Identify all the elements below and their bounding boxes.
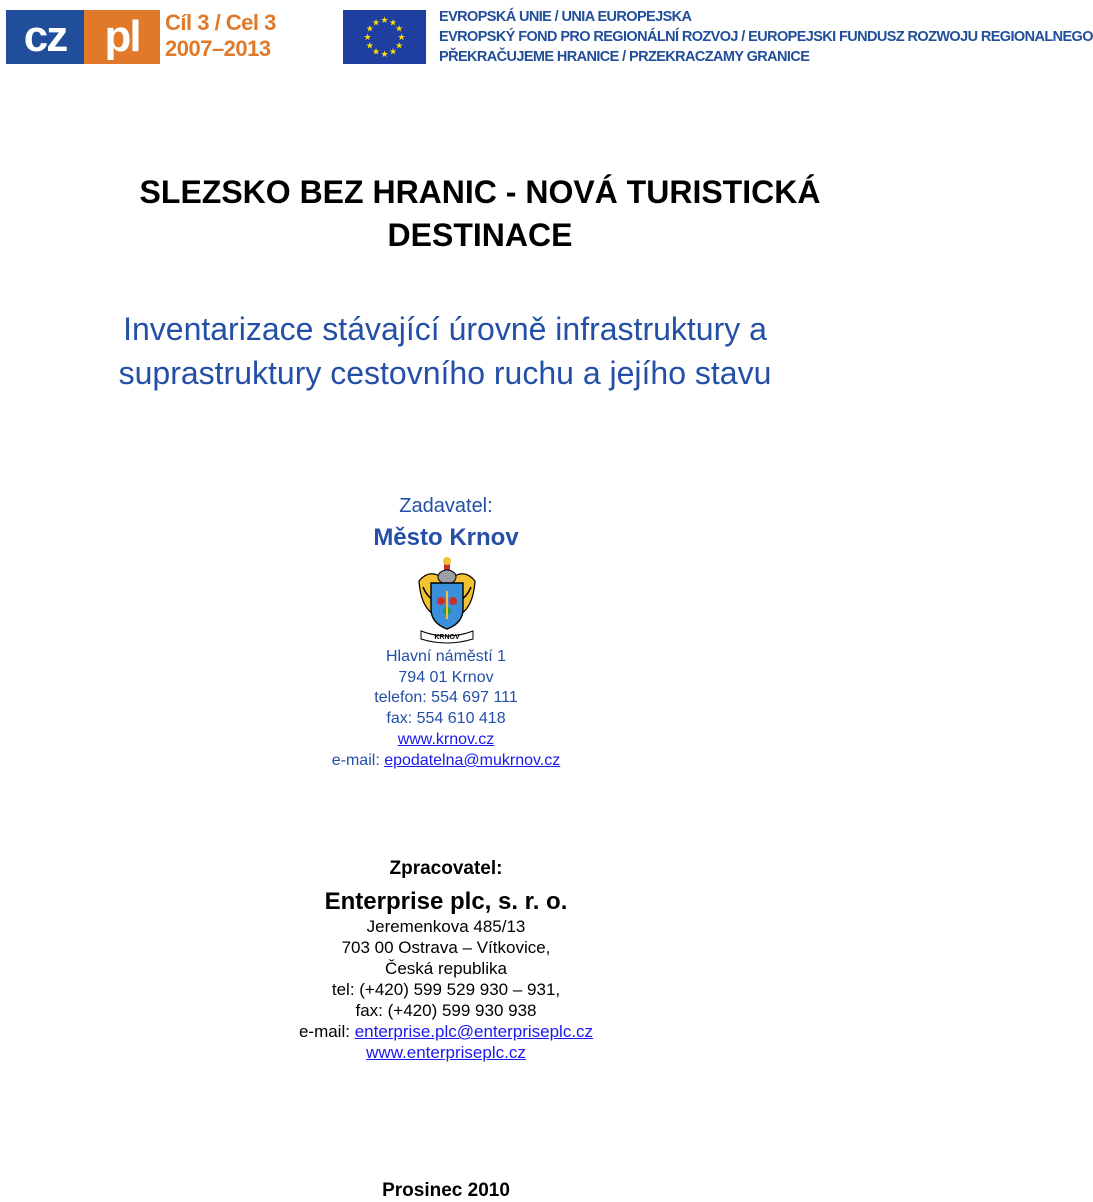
eu-star-icon: ★ bbox=[397, 33, 406, 43]
eu-star-icon: ★ bbox=[371, 18, 381, 29]
eu-star-icon: ★ bbox=[363, 33, 372, 43]
eu-flag-icon bbox=[343, 10, 426, 64]
eu-line2: EVROPSKÝ FOND PRO REGIONÁLNÍ ROZVOJ / EUROPEJSKI FUNDUSZ ROZWOJU REGIONALNEGO bbox=[439, 29, 1093, 45]
client-web-row bbox=[0, 731, 892, 749]
eu-star-icon: ★ bbox=[380, 16, 389, 26]
krnov-coat-of-arms-icon bbox=[415, 557, 479, 643]
processor-city: 703 00 Ostrava – Vítkovice, bbox=[341, 938, 551, 957]
client-phone: telefon: 554 697 111 bbox=[374, 689, 518, 706]
logo-pl: pl bbox=[84, 10, 160, 64]
processor-label: Zpracovatel: bbox=[389, 858, 503, 879]
eu-line1: EVROPSKÁ UNIE / UNIA EUROPEJSKA bbox=[439, 9, 692, 25]
document-subtitle-line2: suprastruktury cestovního ruchu a jejího stavu bbox=[118, 355, 772, 391]
eu-line3: PŘEKRAČUJEME HRANICE / PRZEKRACZAMY GRANICE bbox=[439, 49, 810, 65]
processor-email-link[interactable]: enterprise.plc@enterpriseplc.cz bbox=[354, 1022, 594, 1041]
client-city: 794 01 Krnov bbox=[398, 669, 494, 686]
eu-star-icon: ★ bbox=[388, 47, 398, 58]
coat-ribbon-text: KRNOV bbox=[434, 634, 460, 641]
program-line2: 2007–2013 bbox=[165, 36, 271, 61]
processor-fax: fax: (+420) 599 930 938 bbox=[355, 1001, 537, 1020]
processor-phone: tel: (+420) 599 529 930 – 931, bbox=[331, 980, 561, 999]
document-date: Prosinec 2010 bbox=[382, 1180, 510, 1201]
document-title-line2: DESTINACE bbox=[387, 217, 573, 253]
client-email-label: e-mail: bbox=[331, 752, 385, 769]
document-title-line1: SLEZSKO BEZ HRANIC - NOVÁ TURISTICKÁ bbox=[139, 174, 821, 210]
processor-web-row bbox=[0, 1043, 892, 1063]
eu-star-icon: ★ bbox=[395, 41, 404, 52]
client-web-link[interactable]: www.krnov.cz bbox=[397, 731, 495, 748]
client-address: Hlavní náměstí 1 bbox=[385, 648, 507, 665]
eu-star-icon: ★ bbox=[380, 50, 389, 60]
eu-star-icon: ★ bbox=[365, 41, 374, 52]
logo-cz: cz bbox=[6, 10, 84, 64]
processor-web-link[interactable]: www.enterpriseplc.cz bbox=[366, 1043, 526, 1062]
eu-star-icon: ★ bbox=[365, 24, 374, 35]
program-line1: Cíl 3 / Cel 3 bbox=[165, 10, 276, 35]
document-subtitle-line1: Inventarizace stávající úrovně infrastruktury a bbox=[123, 311, 767, 347]
client-name: Město Krnov bbox=[373, 524, 519, 551]
client-email-row bbox=[0, 752, 892, 770]
processor-name: Enterprise plc, s. r. o. bbox=[324, 888, 568, 915]
eu-star-icon: ★ bbox=[395, 24, 404, 35]
cz-pl-logo bbox=[6, 10, 156, 64]
client-label: Zadavatel: bbox=[399, 495, 493, 517]
page-header bbox=[0, 0, 1093, 70]
client-email-link[interactable]: epodatelna@mukrnov.cz bbox=[384, 752, 561, 769]
eu-text-block bbox=[439, 7, 1093, 67]
processor-email-label: e-mail: bbox=[298, 1022, 355, 1041]
processor-country: Česká republika bbox=[385, 959, 507, 978]
processor-street: Jeremenkova 485/13 bbox=[366, 917, 526, 936]
eu-star-icon: ★ bbox=[388, 18, 398, 29]
eu-star-icon: ★ bbox=[371, 47, 381, 58]
client-fax: fax: 554 610 418 bbox=[386, 710, 506, 727]
program-logo bbox=[165, 10, 275, 62]
processor-email-row bbox=[0, 1022, 892, 1042]
